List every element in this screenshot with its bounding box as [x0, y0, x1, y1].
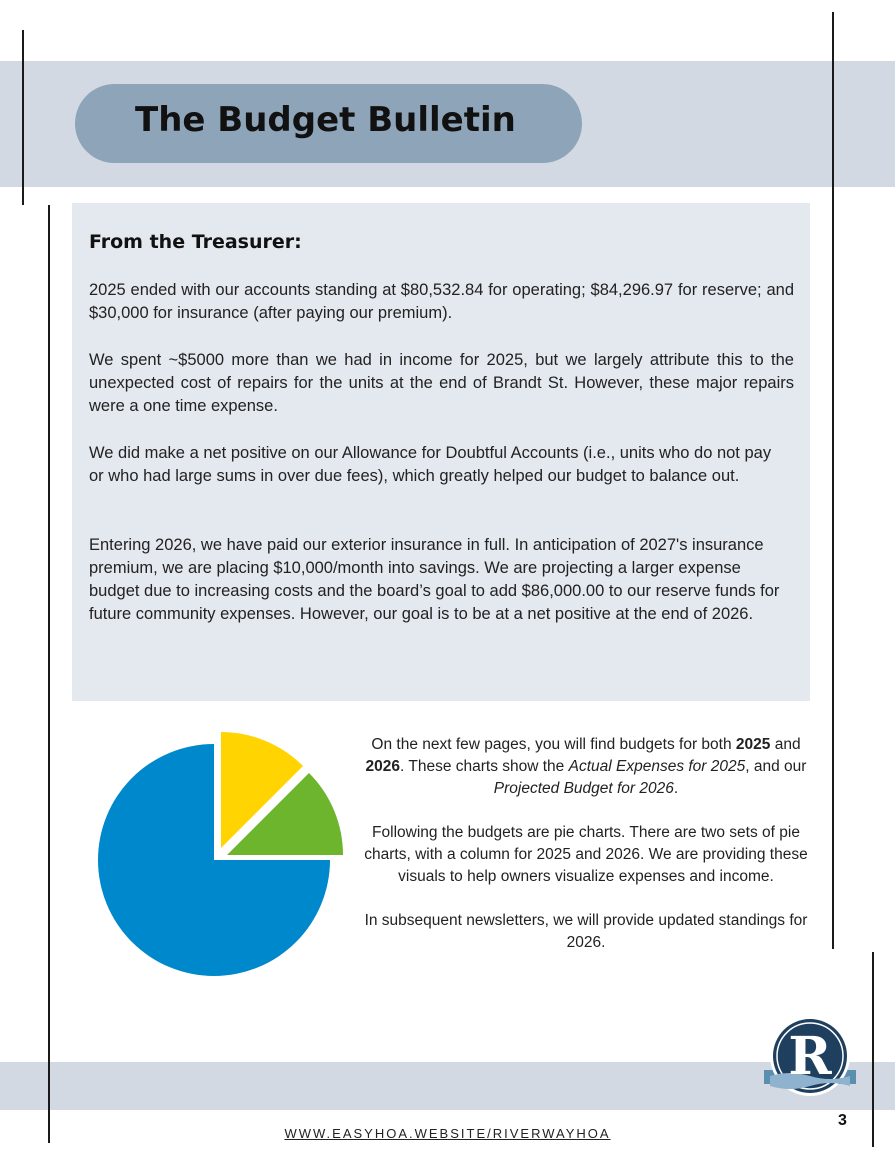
intro-text-span: . These charts show the: [400, 758, 569, 775]
intro-text-span: On the next few pages, you will find budgets for both: [371, 736, 736, 753]
riverway-logo: [760, 1012, 860, 1112]
actual-expenses-label: Actual Expenses for 2025: [568, 758, 746, 775]
page-title: The Budget Bulletin: [135, 100, 516, 140]
pie-svg: [90, 728, 350, 983]
decorative-line: [872, 952, 874, 1147]
title-banner: [75, 84, 582, 163]
intro-text-span: , and our: [745, 758, 807, 775]
treasurer-heading: From the Treasurer:: [89, 231, 302, 253]
decorative-pie-chart: [90, 728, 350, 983]
treasurer-paragraph: We spent ~$5000 more than we had in income for 2025, but we largely attribute this to the unexpected cost of repairs for the units at the end of Brandt St. However, these major repairs were a one time expense.: [89, 351, 794, 415]
year-2026: 2026: [365, 758, 401, 775]
logo-icon: [760, 1012, 860, 1112]
intro-text: [362, 734, 810, 976]
intro-text-span: and: [770, 736, 801, 753]
decorative-line: [832, 12, 834, 949]
treasurer-paragraph: Entering 2026, we have paid our exterior insurance in full. In anticipation of 2027's insurance premium, we are placing $10,000/month into savings. We are projecting a larger expense budget due to increasing costs and the board’s goal to add $86,000.00 to our reserve funds for future community expenses. However, our goal is to be at a net positive at the end of 2026.: [89, 536, 780, 623]
website-link[interactable]: WWW.EASYHOA.WEBSITE/RIVERWAYHOA: [284, 1126, 611, 1141]
decorative-line: [22, 30, 24, 205]
page-number: 3: [838, 1112, 847, 1129]
decorative-line: [48, 205, 50, 1143]
intro-text-span: .: [673, 780, 679, 797]
logo-letter: R: [788, 1026, 832, 1087]
treasurer-paragraph: 2025 ended with our accounts standing at $80,532.84 for operating; $84,296.97 for reserve; and $30,000 for insurance (after paying our premium).: [89, 281, 794, 322]
year-2025: 2025: [735, 736, 771, 753]
intro-paragraph-3: In subsequent newsletters, we will provide updated standings for 2026.: [364, 912, 808, 951]
treasurer-paragraph: We did make a net positive on our Allowance for Doubtful Accounts (i.e., units who do not pay or who had large sums in over due fees), which greatly helped our budget to balance out.: [89, 444, 772, 485]
pie-slice-blue: [98, 744, 330, 976]
intro-paragraph-1: [362, 734, 810, 800]
intro-paragraph-2: Following the budgets are pie charts. There are two sets of pie charts, with a column for 2025 and 2026. We are providing these visuals to help owners visualize expenses and income.: [364, 824, 808, 885]
projected-budget-label: Projected Budget for 2026: [493, 780, 674, 797]
treasurer-section: [72, 203, 810, 701]
